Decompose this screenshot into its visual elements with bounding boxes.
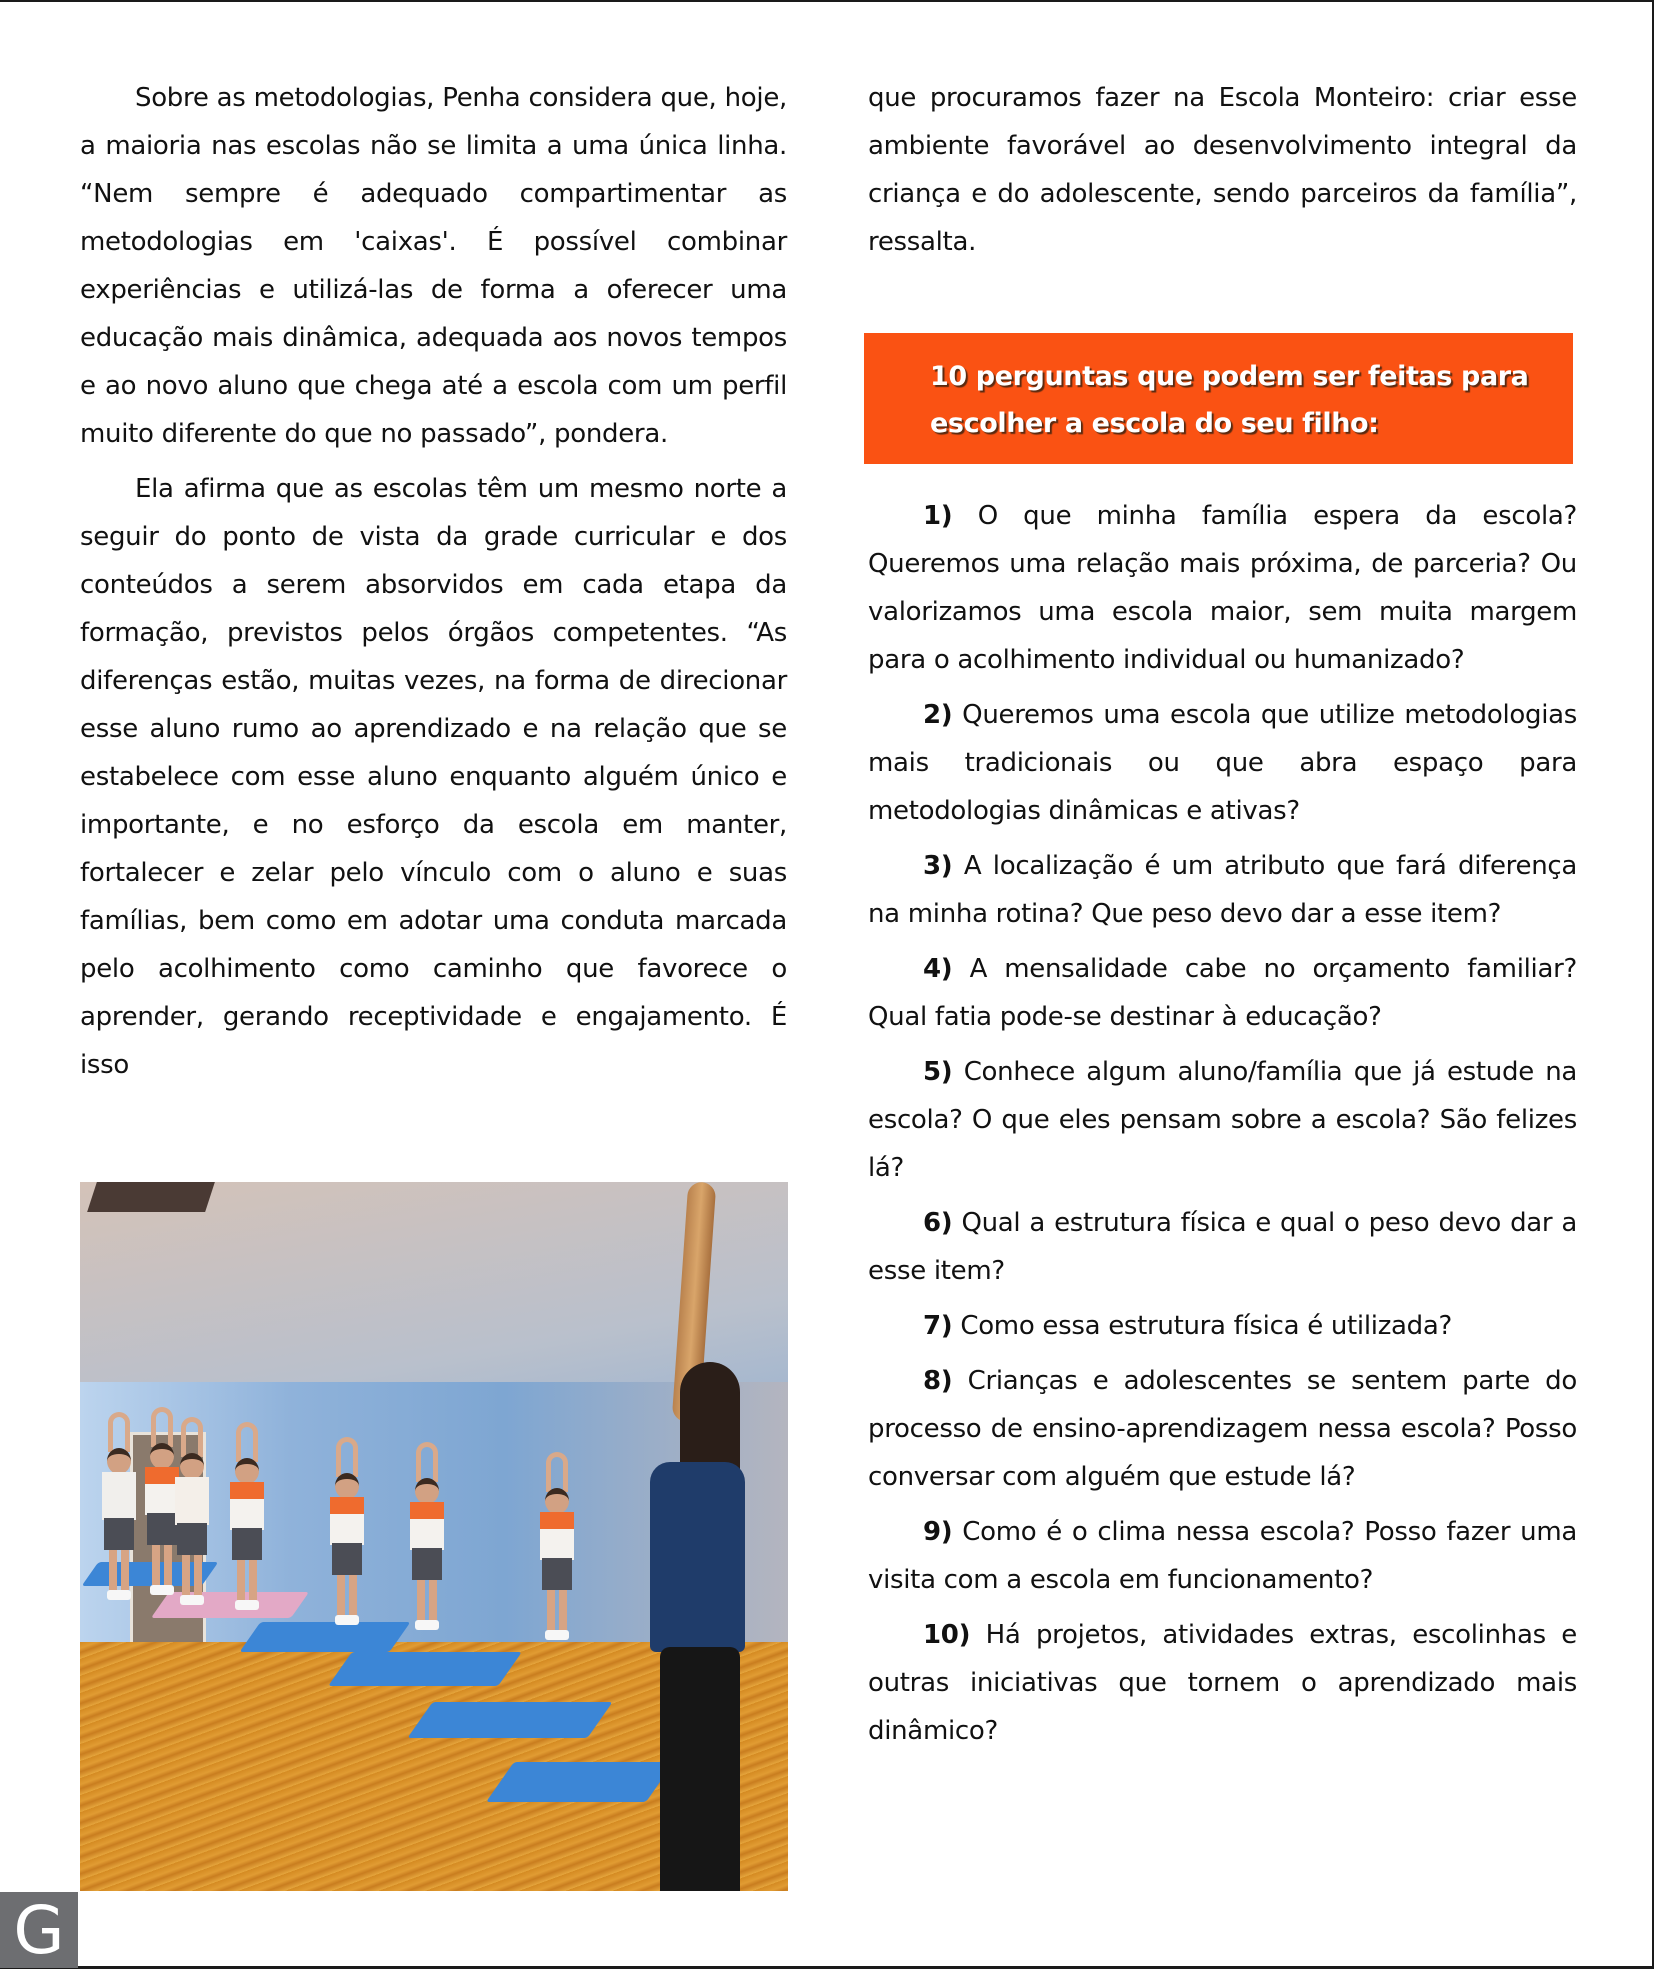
question-text: Como é o clima nessa escola? Posso fazer uma visita com a escola em funcionamento? xyxy=(868,1517,1577,1595)
question-item xyxy=(868,1357,1577,1501)
questions-list xyxy=(868,492,1577,1762)
question-number: 8) xyxy=(923,1366,953,1396)
article-paragraph: Sobre as metodologias, Penha considera que, hoje, a maioria nas escolas não se limita a uma única linha. “Nem sempre é adequado compartimentar as metodologias em 'caixas'. É possível combinar experiências e utilizá-las de forma a oferecer uma educação mais dinâmica, adequada aos novos tempos e ao novo aluno que chega até a escola com um perfil muito diferente do que no passado”, pondera. xyxy=(80,83,787,449)
question-number: 10) xyxy=(923,1620,971,1650)
questions-callout-box xyxy=(864,333,1573,464)
yoga-mat xyxy=(328,1652,522,1686)
question-item xyxy=(868,492,1577,684)
article-paragraph-continuation: que procuramos fazer na Escola Monteiro: criar esse ambiente favorável ao desenvolvimento integral da criança e do adolescente, sendo parceiros da família”, ressalta. xyxy=(868,83,1577,257)
question-text: Qual a estrutura física e qual o peso devo dar a esse item? xyxy=(868,1208,1578,1286)
yoga-class-photo xyxy=(80,1182,788,1891)
article-paragraph: Ela afirma que as escolas têm um mesmo norte a seguir do ponto de vista da grade curricular e dos conteúdos a serem absorvidos em cada etapa da formação, previstos pelos órgãos competentes. “As diferenças estão, muitas vezes, na forma de direcionar esse aluno rumo ao aprendizado e na relação que se estabelece com esse aluno enquanto alguém único e importante, e no esforço da escola em manter, fortalecer e zelar pelo vínculo com o aluno e suas famílias, bem como em adotar uma conduta marcada pelo acolhimento como caminho que favorece o aprender, gerando receptividade e engajamento. É isso xyxy=(80,474,787,1080)
question-text: A localização é um atributo que fará diferença na minha rotina? Que peso devo dar a esse item? xyxy=(868,851,1577,929)
question-text: Crianças e adolescentes se sentem parte do processo de ensino-aprendizagem nessa escola? Posso conversar com alguém que estude lá? xyxy=(868,1366,1577,1492)
right-column-continuation xyxy=(868,74,1577,273)
question-number: 3) xyxy=(923,851,953,881)
question-text: Conhece algum aluno/família que já estude na escola? O que eles pensam sobre a escola? São felizes lá? xyxy=(868,1057,1578,1183)
teacher-figure xyxy=(640,1362,760,1891)
question-number: 5) xyxy=(923,1057,953,1087)
question-number: 2) xyxy=(923,700,953,730)
magazine-logo xyxy=(0,1892,78,1968)
yoga-mat xyxy=(151,1592,309,1618)
question-number: 4) xyxy=(923,954,953,984)
yoga-mat xyxy=(239,1622,410,1652)
question-text: A mensalidade cabe no orçamento familiar? Qual fatia pode-se destinar à educação? xyxy=(868,954,1577,1032)
question-item xyxy=(868,691,1577,835)
question-number: 9) xyxy=(923,1517,953,1547)
question-text: Há projetos, atividades extras, escolinhas e outras iniciativas que tornem o aprendizado mais dinâmico? xyxy=(868,1620,1578,1746)
question-text: O que minha família espera da escola? Queremos uma relação mais próxima, de parceria? Ou valorizamos uma escola maior, sem muita margem para o acolhimento individual ou humanizado? xyxy=(868,501,1577,675)
question-text: Queremos uma escola que utilize metodologias mais tradicionais ou que abra espaço para metodologias dinâmicas e ativas? xyxy=(868,700,1577,826)
question-number: 6) xyxy=(923,1208,953,1238)
question-item xyxy=(868,1302,1577,1350)
yoga-mat xyxy=(407,1702,612,1738)
photo-ceiling-fixture xyxy=(87,1182,215,1212)
question-item xyxy=(868,1199,1577,1295)
logo-letter: G xyxy=(13,1892,65,1969)
question-item xyxy=(868,945,1577,1041)
question-number: 1) xyxy=(923,501,953,531)
left-column-article xyxy=(80,74,787,1096)
question-text: Como essa estrutura física é utilizada? xyxy=(960,1311,1453,1341)
question-item xyxy=(868,842,1577,938)
question-item xyxy=(868,1611,1577,1755)
question-number: 7) xyxy=(923,1311,953,1341)
question-item xyxy=(868,1508,1577,1604)
callout-title: 10 perguntas que podem ser feitas para escolher a escola do seu filho: xyxy=(930,361,1529,439)
question-item xyxy=(868,1048,1577,1192)
